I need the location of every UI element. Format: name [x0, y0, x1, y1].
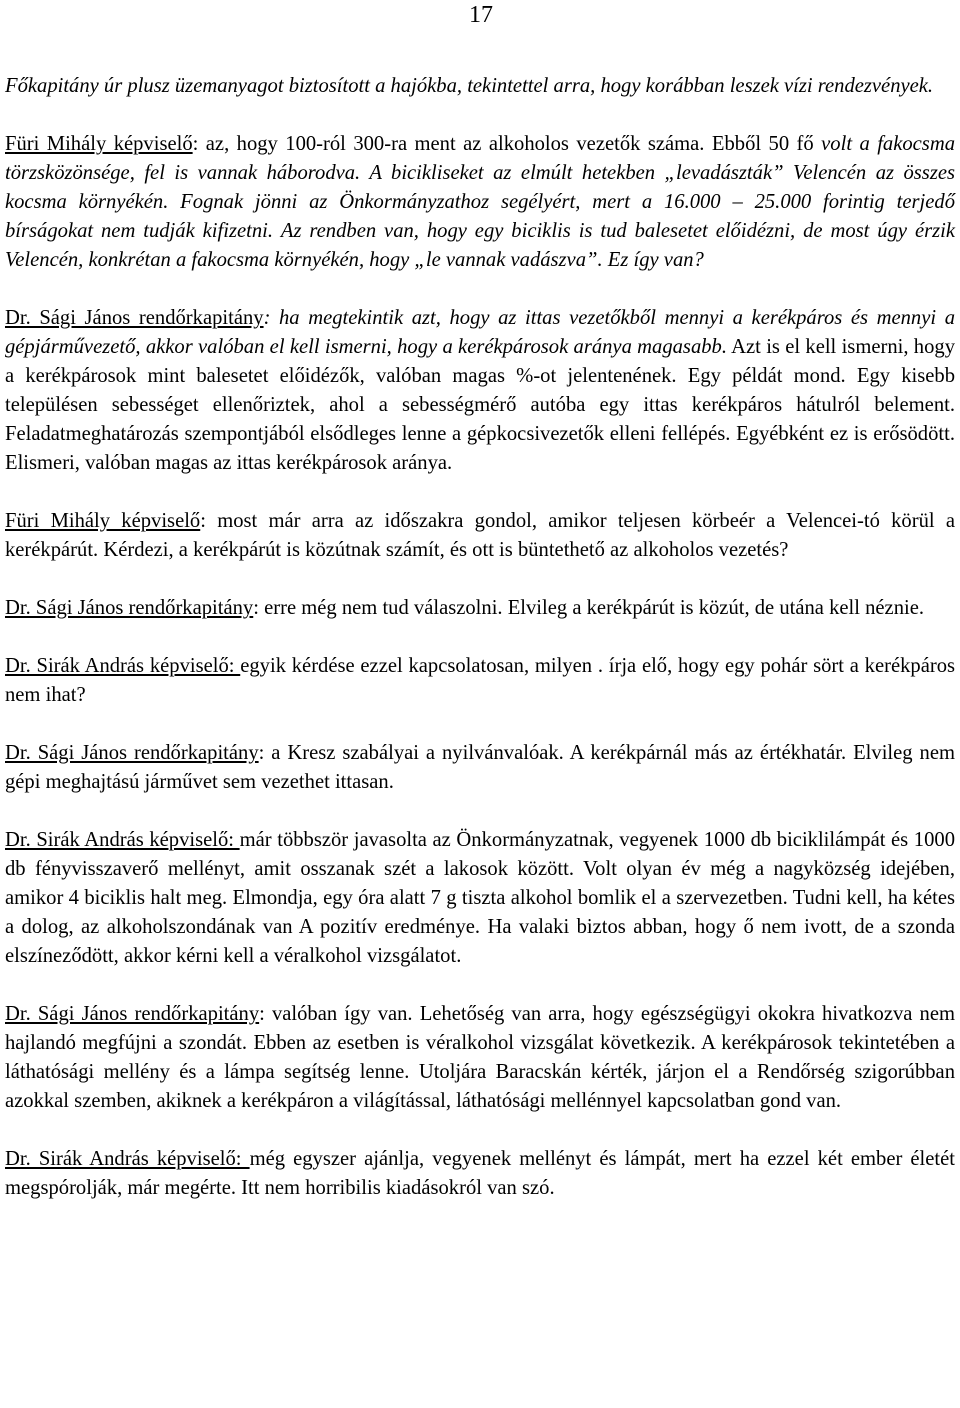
paragraph-text: még egyszer ajánlja, vegyenek mellényt és lámpát, mert ha ezzel két ember életét megspórolják, már megérte. Itt nem horribilis kiadásokról van szó.: [5, 1148, 956, 1199]
speaker-name: Dr. Sági János rendőrkapitány: [5, 742, 259, 764]
speaker-name: Dr. Sági János rendőrkapitány: [5, 597, 254, 619]
paragraph: [5, 652, 955, 710]
speaker-name: Dr. Sági János rendőrkapitány: [5, 1003, 260, 1025]
paragraph: [5, 72, 955, 101]
paragraph: [5, 507, 955, 565]
paragraph: [5, 739, 955, 797]
paragraph: [5, 594, 955, 623]
speaker-name: Dr. Sirák András képviselő:: [5, 1148, 250, 1170]
paragraph-text: : a Kresz szabályai a nyilvánvalóak. A kerékpárnál más az értékhatár. Elvileg nem gépi meghajtású járművet sem vezethet ittasan.: [5, 742, 955, 793]
paragraph-text: Főkapitány úr plusz üzemanyagot biztosított a hajókba, tekintettel arra, hogy korábban leszek vízi rendezvények.: [5, 75, 934, 97]
paragraph-text: : az, hogy 100-ról 300-ra ment az alkoholos vezetők száma. Ebből 50 fő: [192, 133, 822, 155]
paragraph-text: : erre még nem tud válaszolni. Elvileg a kerékpárút is közút, de utána kell néznie.: [253, 597, 924, 619]
paragraph-text: Azt is el kell ismerni, hogy a kerékpárosok mint balesetet előidézők, valóban magas %-ot jelentenének. Egy példát mond. Egy kisebb településen sebességet ellenőriztek, ahol a sebességmérő autóba egy ittas kerékpáros hátulról belement. Feladatmeghatározás szempontjából elsődleges lenne a gépkocsivezetők elleni fellépés. Egyébként ez is erősödött. Elismeri, valóban magas az ittas kerékpárosok aránya.: [5, 336, 955, 474]
document-body: [5, 72, 955, 1232]
paragraph-text: egyik kérdése ezzel kapcsolatosan, milyen . írja elő, hogy egy pohár sört a kerékpáros nem ihat?: [5, 655, 956, 706]
paragraph-text: : most már arra az időszakra gondol, amikor teljesen körbeér a Velencei-tó körül a kerékpárút. Kérdezi, a kerékpárút is közútnak számít, és ott is büntethető az alkoholos vezetés?: [5, 510, 955, 561]
paragraph: [5, 1145, 955, 1203]
paragraph-text: Az rendben van, hogy egy biciklis is tud balesetet előidézni, de most úgy érzik Velencén, konkrétan a fakocsma környékén, hogy „le vannak vadászva”. Ez így van?: [5, 220, 955, 271]
paragraph: [5, 304, 955, 478]
speaker-name: Dr. Sirák András képviselő:: [5, 829, 240, 851]
paragraph-text: : ha megtekintik azt, hogy az ittas vezetőkből mennyi a kerékpáros és mennyi a gépjárművezető, akkor valóban el kell ismerni, hogy a kerékpárosok aránya magasabb.: [5, 307, 955, 358]
paragraph-text: volt a fakocsma törzsközönsége, fel is vannak háborodva. A bicikliseket az elmúlt hetekben „levadászták” Velencén az összes kocsma környékén. Fognak jönni az Önkormányzathoz segélyért, mert a 16.000 – 25.000 forintig terjedő bírságokat nem tudják kifizetni.: [5, 133, 955, 242]
speaker-name: Dr. Sági János rendőrkapitány: [5, 307, 264, 329]
paragraph-text: [273, 220, 281, 242]
page-number: 17: [469, 2, 493, 28]
paragraph: [5, 130, 955, 275]
paragraph: [5, 1000, 955, 1116]
speaker-name: Füri Mihály képviselő: [5, 133, 193, 155]
paragraph: [5, 826, 955, 971]
paragraph-text: : valóban így van. Lehetőség van arra, hogy egészségügyi okokra hivatkozva nem hajlandó megfújni a szondát. Ebben az esetben is véralkohol vizsgálat következik. A kerékpárosok tekintetében a láthatósági mellény és a lámpa segítség lenne. Utoljára Baracskán kérték, járjon el a Rendőrség szigorúbban azokkal szemben, akiknek a kerékpáron a világítással, láthatósági mellénnyel kapcsolatban gond van.: [5, 1003, 955, 1112]
speaker-name: Dr. Sirák András képviselő:: [5, 655, 241, 677]
speaker-name: Füri Mihály képviselő: [5, 510, 201, 532]
paragraph-text: már többször javasolta az Önkormányzatnak, vegyenek 1000 db biciklilámpát és 1000 db fényvisszaverő mellényt, amit osszanak szét a lakosok között. Volt olyan év még a nagyközség idejében, amikor 4 biciklis halt meg. Elmondja, egy óra alatt 7 g tiszta alkohol bomlik el a szervezetben. Tudni kell, ha kétes a dolog, az alkoholszondának van A pozitív eredménye. Ha valaki biztos abban, hogy ő nem ivott, de a szonda elszíneződött, akkor kérni kell a véralkohol vizsgálatot.: [5, 829, 955, 967]
